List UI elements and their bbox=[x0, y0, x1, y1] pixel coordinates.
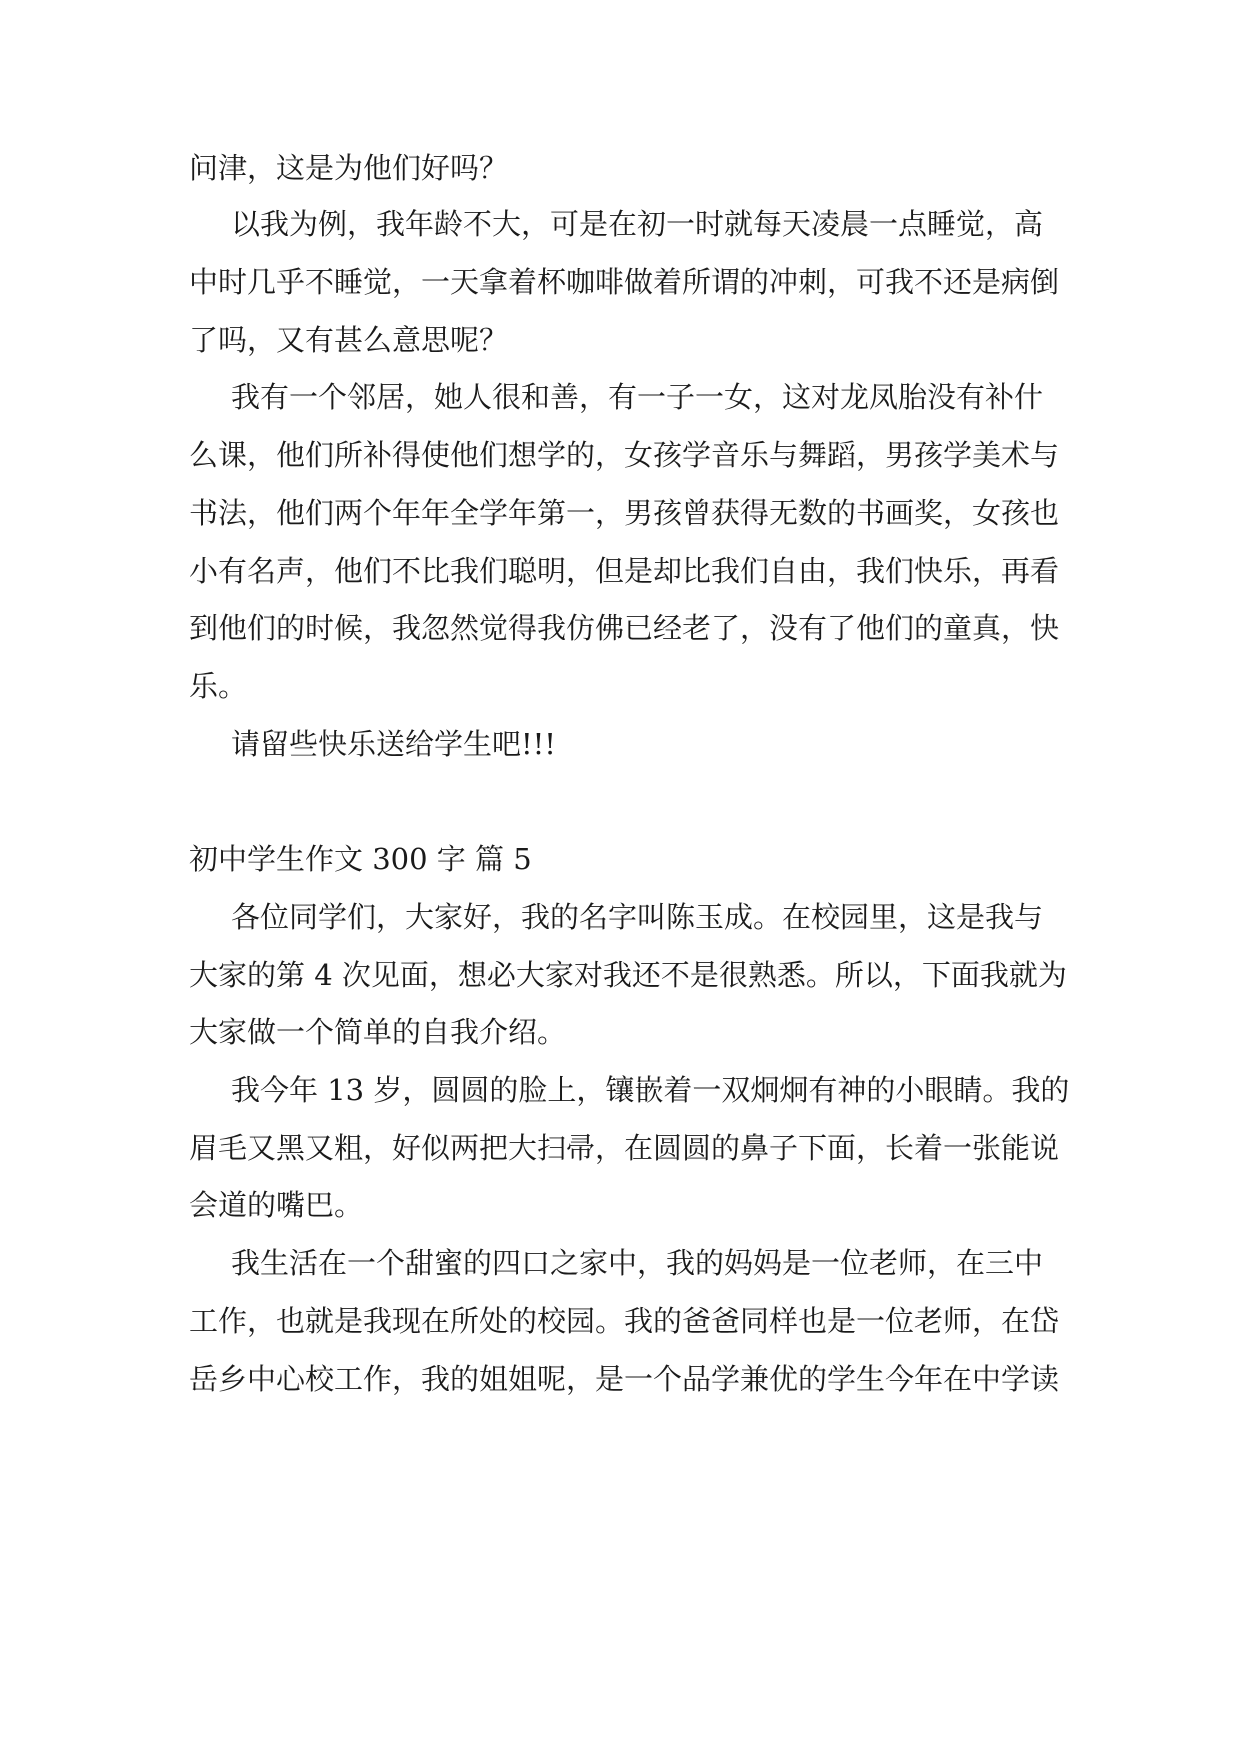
paragraph-first-line: 我生活在一个甜蜜的四口之家中，我的妈妈是一位老师，在三中 bbox=[231, 1246, 1044, 1280]
text-line: 眉毛又黑又粗，好似两把大扫帚，在圆圆的鼻子下面，长着一张能说 bbox=[189, 1131, 1060, 1165]
paragraph-first-line: 请留些快乐送给学生吧!!! bbox=[231, 727, 556, 761]
text-line: 问津，这是为他们好吗？ bbox=[189, 151, 509, 185]
paragraph-first-line: 我今年 13 岁，圆圆的脸上，镶嵌着一双炯炯有神的小眼睛。我的 bbox=[231, 1073, 1070, 1107]
text-line: 小有名声，他们不比我们聪明，但是却比我们自由，我们快乐，再看 bbox=[189, 554, 1060, 588]
text-line: 大家做一个简单的自我介绍。 bbox=[189, 1015, 567, 1049]
paragraph-first-line: 各位同学们，大家好，我的名字叫陈玉成。在校园里，这是我与 bbox=[231, 900, 1044, 934]
text-line: 到他们的时候，我忽然觉得我仿佛已经老了，没有了他们的童真，快 bbox=[189, 611, 1060, 645]
paragraph-first-line: 以我为例，我年龄不大，可是在初一时就每天凌晨一点睡觉，高 bbox=[231, 207, 1044, 241]
paragraph-first-line: 我有一个邻居，她人很和善，有一子一女，这对龙凤胎没有补什 bbox=[231, 380, 1044, 414]
text-line: 会道的嘴巴。 bbox=[189, 1188, 364, 1222]
text-line: 大家的第 4 次见面，想必大家对我还不是很熟悉。所以，下面我就为 bbox=[189, 958, 1067, 992]
section-heading: 初中学生作文 300 字 篇 5 bbox=[189, 842, 532, 876]
text-line: 工作，也就是我现在所处的校园。我的爸爸同样也是一位老师，在岱 bbox=[189, 1304, 1060, 1338]
text-line: 书法，他们两个年年全学年第一，男孩曾获得无数的书画奖，女孩也 bbox=[189, 496, 1060, 530]
text-line: 么课，他们所补得使他们想学的，女孩学音乐与舞蹈，男孩学美术与 bbox=[189, 438, 1060, 472]
text-line: 了吗，又有甚么意思呢？ bbox=[189, 323, 509, 357]
text-line: 岳乡中心校工作，我的姐姐呢，是一个品学兼优的学生今年在中学读 bbox=[189, 1362, 1060, 1396]
text-line: 乐。 bbox=[189, 669, 248, 703]
text-line: 中时几乎不睡觉，一天拿着杯咖啡做着所谓的冲刺，可我不还是病倒 bbox=[189, 265, 1060, 299]
